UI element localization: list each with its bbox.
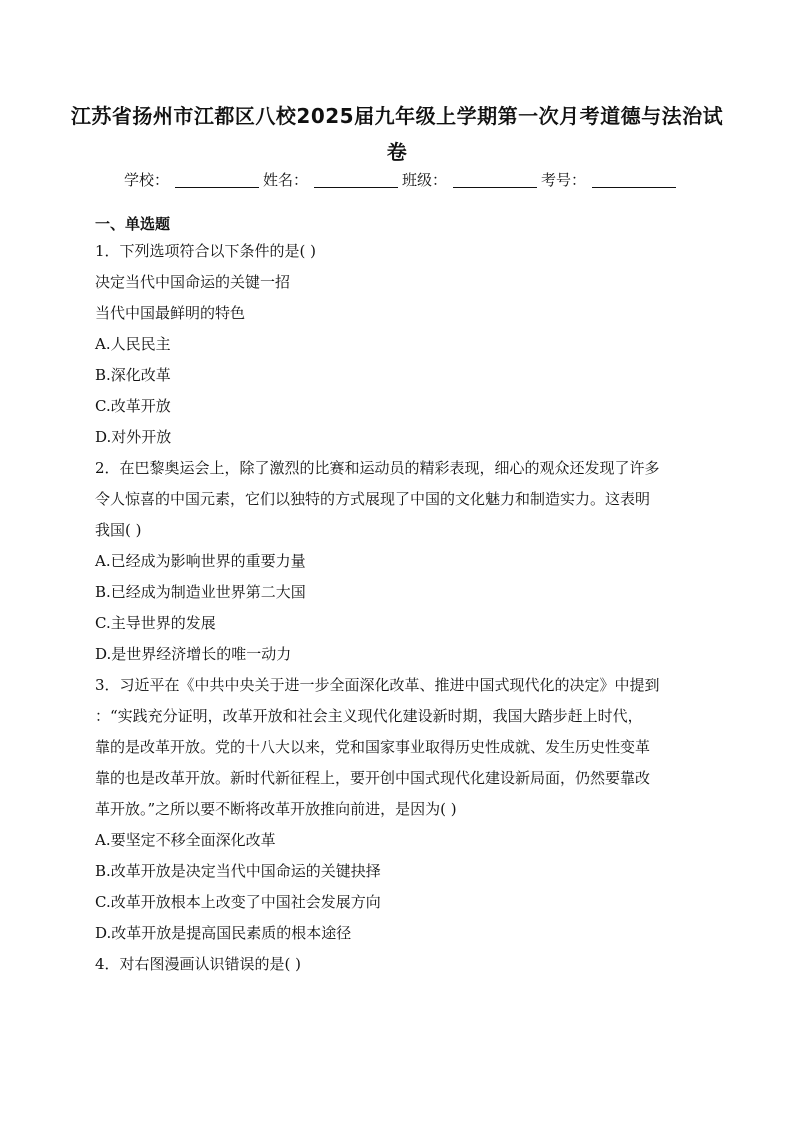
question-3-stem-line-5: 革开放。”之所以要不断将改革开放推向前进，是因为( ) — [95, 800, 457, 818]
section-title: 一、单选题 — [95, 215, 171, 233]
number-label: 考号： — [541, 171, 587, 189]
question-2-stem-line-2: 令人惊喜的中国元素，它们以独特的方式展现了中国的文化魅力和制造实力。这表明 — [95, 490, 651, 508]
question-1-condition-2: 当代中国最鲜明的特色 — [95, 304, 246, 322]
question-2-stem-line-3: 我国( ) — [95, 521, 142, 539]
question-3-option-a: A.要坚定不移全面深化改革 — [95, 831, 276, 849]
question-3-stem-line-2: ：“实践充分证明，改革开放和社会主义现代化建设新时期，我国大踏步赶上时代， — [95, 707, 643, 725]
name-label: 姓名： — [263, 171, 309, 189]
name-blank[interactable] — [314, 171, 398, 188]
question-list — [95, 236, 705, 980]
school-label: 学校： — [124, 171, 170, 189]
question-3-option-c: C.改革开放根本上改变了中国社会发展方向 — [95, 893, 381, 911]
student-info-row — [124, 168, 724, 192]
question-1-stem: 1．下列选项符合以下条件的是( ) — [95, 242, 317, 260]
question-1-option-d: D.对外开放 — [95, 428, 172, 446]
question-3-option-d: D.改革开放是提高国民素质的根本途径 — [95, 924, 352, 942]
question-4-stem: 4．对右图漫画认识错误的是( ) — [95, 955, 302, 973]
question-2-option-d: D.是世界经济增长的唯一动力 — [95, 645, 292, 663]
question-3-stem-line-1: 3．习近平在《中共中央关于进一步全面深化改革、推进中国式现代化的决定》中提到 — [95, 676, 660, 694]
question-1-option-b: B.深化改革 — [95, 366, 171, 384]
class-label: 班级： — [402, 171, 448, 189]
class-blank[interactable] — [453, 171, 537, 188]
question-2-option-a: A.已经成为影响世界的重要力量 — [95, 552, 306, 570]
question-1-option-c: C.改革开放 — [95, 397, 171, 415]
question-2-option-b: B.已经成为制造业世界第二大国 — [95, 583, 306, 601]
question-1-condition-1: 决定当代中国命运的关键一招 — [95, 273, 291, 291]
question-3-stem-line-3: 靠的是改革开放。党的十八大以来，党和国家事业取得历史性成就、发生历史性变革 — [95, 738, 651, 756]
question-1-option-a: A.人民民主 — [95, 335, 171, 353]
number-blank[interactable] — [592, 171, 676, 188]
question-3-stem-line-4: 靠的也是改革开放。新时代新征程上，要开创中国式现代化建设新局面，仍然要靠改 — [95, 769, 651, 787]
exam-title: 江苏省扬州市江都区八校2025届九年级上学期第一次月考道德与法治试卷 — [70, 104, 724, 164]
school-blank[interactable] — [175, 171, 259, 188]
question-2-option-c: C.主导世界的发展 — [95, 614, 216, 632]
question-2-stem-line-1: 2．在巴黎奥运会上，除了激烈的比赛和运动员的精彩表现，细心的观众还发现了许多 — [95, 459, 660, 477]
question-3-option-b: B.改革开放是决定当代中国命运的关键抉择 — [95, 862, 381, 880]
